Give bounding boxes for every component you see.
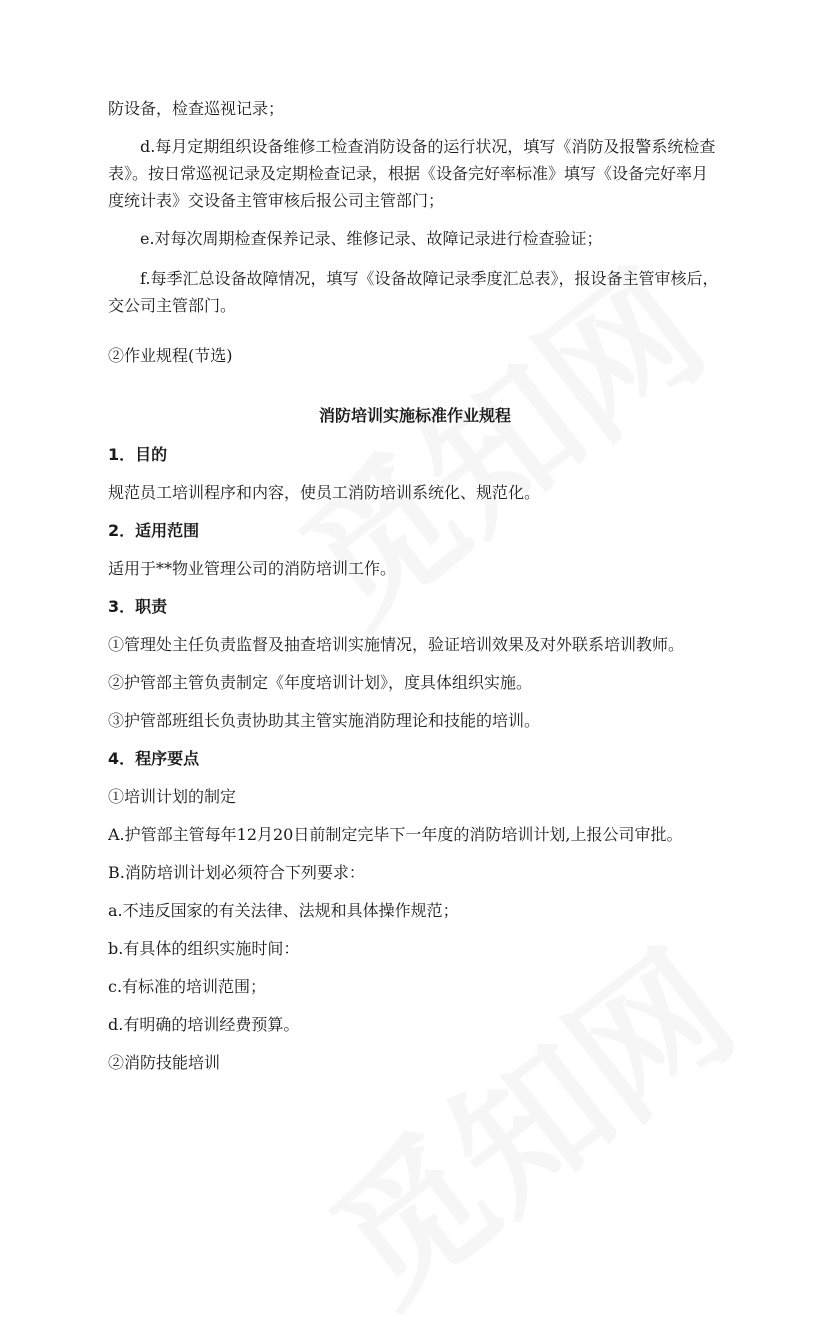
document-title: 消防培训实施标准作业规程	[318, 406, 511, 425]
paragraph-line: 交公司主管部门。	[108, 296, 237, 315]
section-heading: 2．适用范围	[108, 521, 200, 540]
paragraph-line: f.每季汇总设备故障情况，填写《设备故障记录季度汇总表》，报设备主管审核后，	[140, 269, 719, 288]
paragraph-line: 防设备，检查巡视记录；	[108, 99, 285, 118]
paragraph-line: c.有标准的培训范围；	[108, 977, 267, 996]
paragraph-line: ①培训计划的制定	[108, 787, 237, 806]
watermark	[281, 894, 769, 1341]
paragraph-line: b.有具体的组织实施时间：	[108, 939, 300, 958]
paragraph-line: ②护管部主管负责制定《年度培训计划》，度具体组织实施。	[108, 673, 533, 692]
paragraph-line: d.有明确的培训经费预算。	[108, 1015, 300, 1034]
paragraph-line: 适用于**物业管理公司的消防培训工作。	[108, 559, 397, 578]
subsection-heading: ②消防技能培训	[108, 1053, 221, 1072]
section-heading: 4．程序要点	[108, 749, 200, 768]
paragraph-line: a.不违反国家的有关法律、法规和具体操作规范；	[108, 901, 459, 920]
paragraph-line: A.护管部主管每年12月20日前制定完毕下一年度的消防培训计划,上报公司审批。	[108, 825, 683, 844]
paragraph-line: e.对每次周期检查保养记录、维修记录、故障记录进行检查验证；	[140, 229, 603, 248]
paragraph-line: 规范员工培训程序和内容，使员工消防培训系统化、规范化。	[108, 483, 541, 502]
paragraph-line: 度统计表》交设备主管审核后报公司主管部门；	[108, 191, 445, 210]
paragraph-line: d.每月定期组织设备维修工检查消防设备的运行状况，填写《消防及报警系统检查	[140, 137, 716, 156]
paragraph-line: B.消防培训计划必须符合下列要求：	[108, 863, 365, 882]
paragraph-line: 表》。按日常巡视记录及定期检查记录，根据《设备完好率标准》填写《设备完好率月	[108, 164, 709, 183]
section-heading: 1．目的	[108, 445, 168, 464]
section-heading: 3．职责	[108, 597, 168, 616]
paragraph-line: ①管理处主任负责监督及抽查培训实施情况，验证培训效果及对外联系培训教师。	[108, 635, 685, 654]
paragraph-line: ③护管部班组长负责协助其主管实施消防理论和技能的培训。	[108, 711, 541, 730]
subsection-heading: ②作业规程(节选)	[108, 346, 233, 365]
